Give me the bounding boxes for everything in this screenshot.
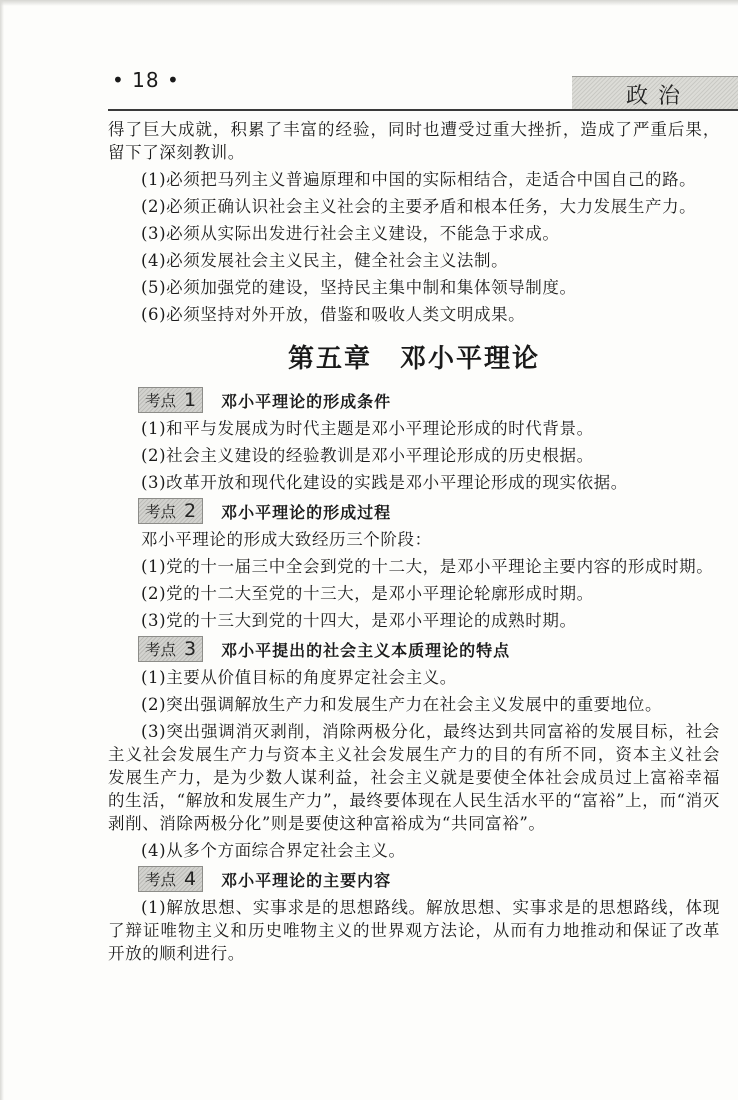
list-item: (1)和平与发展成为时代主题是邓小平理论形成的时代背景。	[141, 419, 594, 438]
scan-edge-left	[0, 0, 4, 1100]
list-item: (2)党的十二大至党的十三大，是邓小平理论轮廓形成时期。	[141, 584, 594, 603]
header-rule	[108, 109, 738, 111]
exam-point-title: 邓小平理论的形成条件	[221, 391, 392, 411]
scan-edge-top	[0, 0, 738, 6]
list-item: (3)突出强调消灭剥削，消除两极分化，最终达到共同富裕的发展目标，社会主义社会发展生产力与资本主义社会发展生产力的目的有所不同，资本主义社会发展生产力，是为少数人谋利益，社会主义就是要使全体社会成员过上富裕幸福的生活，“解放和发展生产力”，最终要体现在人民生活水平的“富裕”上，而“消灭剥削、消除两极分化”则是要使这种富裕成为“共同富裕”。	[108, 722, 720, 833]
exam-point-badge	[138, 498, 203, 524]
lesson-item-1: (1)必须把马列主义普遍原理和中国的实际相结合，走适合中国自己的路。	[141, 170, 697, 189]
list-item: (3)改革开放和现代化建设的实践是邓小平理论形成的现实依据。	[141, 473, 628, 492]
exam-point-title: 邓小平提出的社会主义本质理论的特点	[221, 640, 511, 660]
list-item: (1)党的十一届三中全会到党的十二大，是邓小平理论主要内容的形成时期。	[141, 557, 714, 576]
page-number: • 18 •	[112, 68, 180, 92]
lesson-item-2: (2)必须正确认识社会主义社会的主要矛盾和根本任务，大力发展生产力。	[141, 197, 697, 216]
exam-point-badge-label: 考点	[145, 503, 177, 521]
exam-point-badge-label: 考点	[145, 641, 177, 659]
exam-point-badge-label: 考点	[145, 871, 177, 889]
chapter-title: 第五章 邓小平理论	[287, 344, 540, 374]
list-item: (3)党的十三大到党的十四大，是邓小平理论的成熟时期。	[141, 611, 577, 630]
list-item: (2)突出强调解放生产力和发展生产力在社会主义发展中的重要地位。	[141, 695, 663, 714]
lesson-item-3: (3)必须从实际出发进行社会主义建设，不能急于求成。	[141, 224, 560, 243]
exam-point-title: 邓小平理论的主要内容	[221, 870, 392, 890]
exam-point-heading-2	[138, 498, 720, 524]
lesson-item-4: (4)必须发展社会主义民主，健全社会主义法制。	[141, 251, 509, 270]
exam-point-badge	[138, 387, 203, 413]
list-item: (4)从多个方面综合界定社会主义。	[141, 841, 406, 860]
list-item: (1)主要从价值目标的角度界定社会主义。	[141, 668, 457, 687]
exam-point-badge	[138, 636, 203, 662]
exam-point-heading-1	[138, 387, 720, 413]
exam-point-number: 3	[184, 638, 197, 660]
list-item: (2)社会主义建设的经验教训是邓小平理论形成的历史根据。	[141, 446, 594, 465]
exam-point-heading-3	[138, 636, 720, 662]
paragraph: 邓小平理论的形成大致经历三个阶段：	[141, 530, 432, 549]
exam-point-number: 4	[184, 868, 197, 890]
exam-point-number: 1	[184, 389, 197, 411]
exam-point-title: 邓小平理论的形成过程	[221, 502, 392, 522]
header-subject: 政治	[626, 84, 691, 109]
paragraph-continuation: 得了巨大成就，积累了丰富的经验，同时也遭受过重大挫折，造成了严重后果，留下了深刻教训。	[108, 120, 720, 162]
exam-point-heading-4	[138, 866, 720, 892]
list-item: (1)解放思想、实事求是的思想路线。解放思想、实事求是的思想路线，体现了辩证唯物主义和历史唯物主义的世界观方法论，从而有力地推动和保证了改革开放的顺利进行。	[108, 898, 720, 963]
exam-point-badge	[138, 866, 203, 892]
lesson-item-5: (5)必须加强党的建设，坚持民主集中制和集体领导制度。	[141, 278, 577, 297]
exam-point-badge-label: 考点	[145, 392, 177, 410]
exam-point-number: 2	[184, 500, 197, 522]
page-body	[108, 118, 720, 969]
lesson-item-6: (6)必须坚持对外开放，借鉴和吸收人类文明成果。	[141, 305, 526, 324]
